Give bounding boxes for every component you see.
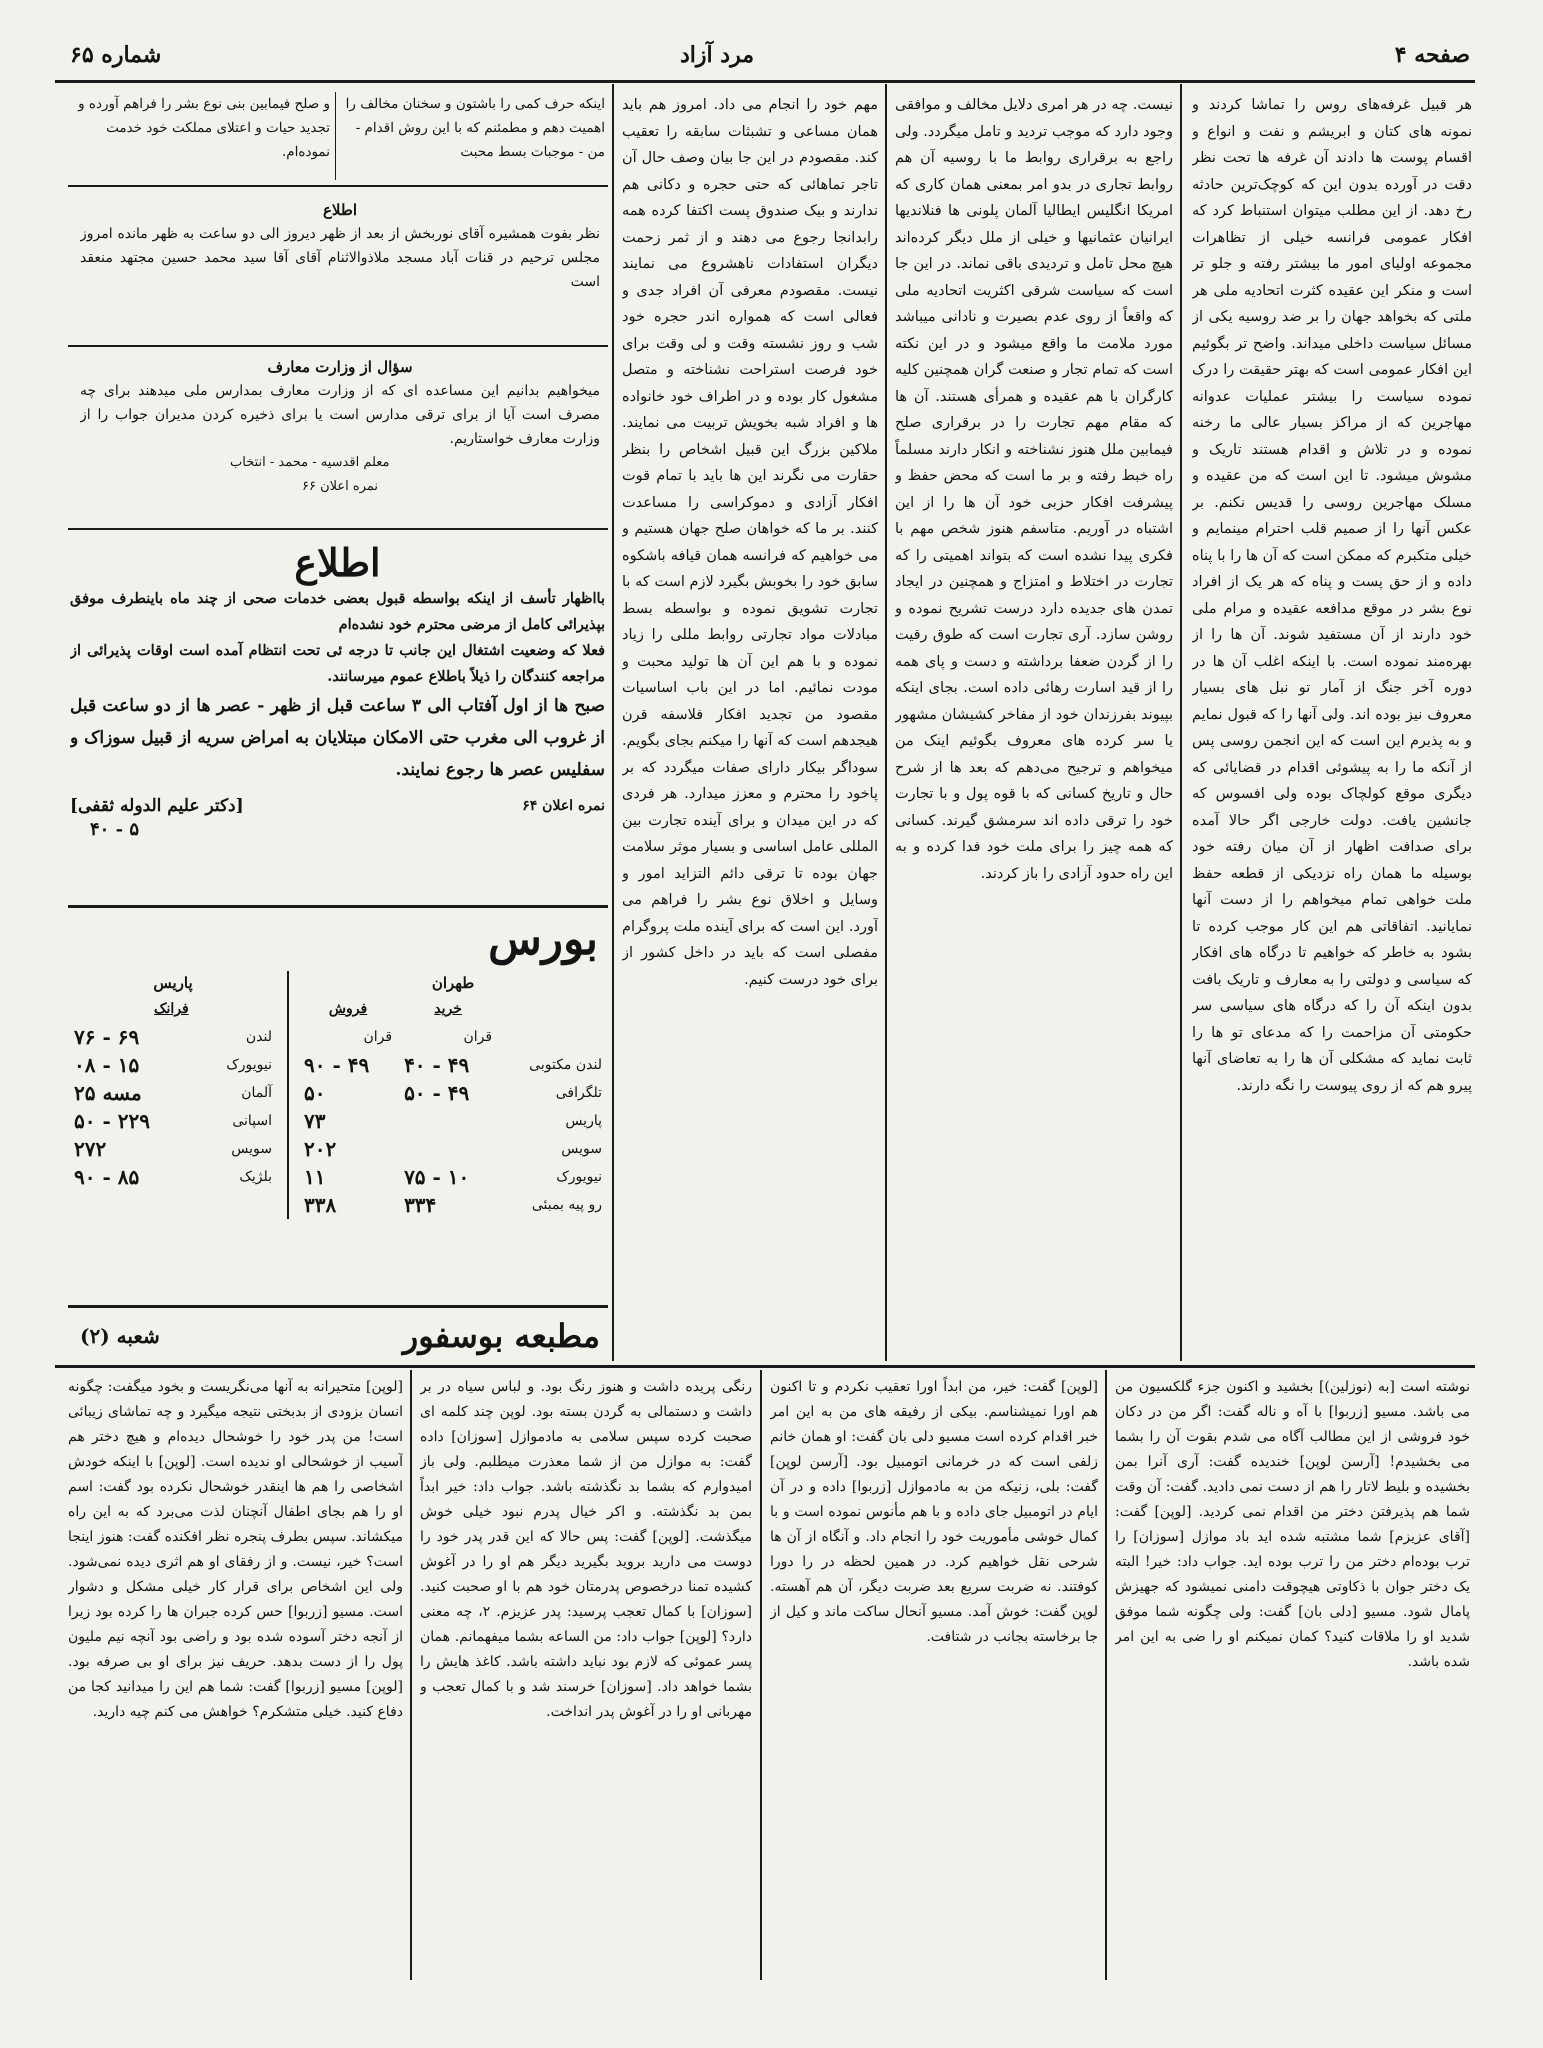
- rate-value: ۲۵ مسه: [74, 1081, 142, 1105]
- header-rule: [55, 80, 1475, 83]
- rate-sell: ۳۳۸: [304, 1193, 337, 1217]
- notice-question: [80, 355, 600, 520]
- paris-title: پاریس: [153, 974, 193, 992]
- story-text: [لوپن] گفت: خیر، من ابداً اورا تعقیب نکردم و تا اکنون هم اورا نمیشناسم. بیکی از رفیقه های من به این امر خبر اقدام کرده است مسیو دلی بان گفت: او همان خانم زلفی است که در خرمانی اتومبیل بود. [آرسن لوپن] گفت: بلی، زنیکه من به مادموازل [زربوا] داده و در آن ایام در اتومبیل جای داده و با هم مأنوس نموده است و با کمال خوشی مأموریت خود را انجام داد. و آنگاه از آن ها شرحی نقل خواهیم کرد. در همین لحظه در را دورا کوفتند. نه ضربت سریع بعد ضربت دیگر، آن هم آهسته. لوپن گفت: خوش آمد. مسیو آنحال ساکت ماند و کیل از جا برخاسته بجانب در شتافت.: [770, 1379, 1098, 1645]
- article-column-3: [622, 92, 878, 1352]
- notice-signature: معلم اقدسیه - محمد - انتخاب: [230, 455, 390, 470]
- column-rule: [760, 1370, 762, 1980]
- notice-title: سؤال از وزارت معارف: [267, 358, 413, 376]
- table-row: [298, 1051, 608, 1079]
- table-row: [68, 1135, 278, 1163]
- story-text: نوشته است [به (نوزلین)] بخشید و اکنون جزء گلکسیون من می باشد. مسیو [زربوا] با آه و ناله گفت: اگر من در دکان خود فروشی از این مطالب آگاه می شدم بقوت آن را بشما می بخشیدم! [آرسن لوپن] خندیده گفت: آری آنرا بمن بخشیده و بلیط لاتار را هم از دست نمی دادید. گفت: آن وقت شما هم پذیرفتن دختر من اقدام نمی کردید. [لوپن] گفت: [آقای عزیزم] شما مشتبه شده اید باد موازل [سوزان] را ترب بوده‌ام دختر من را ترب بوده اید. جواب داد: خیر! البته یک دختر جوان با ذکاوتی هیچوقت دامنی نمیشود که جهیزش پامال شود. مسیو [دلی بان] گفت: ولی چگونه شما موفق شدید او را ملاقات کنید؟ کمان نمیکنم او را ضی به این امر شده باشد.: [1115, 1379, 1470, 1670]
- rate-value: ۰۸ - ۱۵: [74, 1053, 140, 1077]
- article-text: هر قبیل غرفه‌های روس را تماشا کردند و نمونه های کتان و ابریشم و نفت و انواع و اقسام پوست ها دادند آن غرفه ها تحت نظر دقت در آورده بدون این که کوچک‌ترین حادثه رخ دهد. از این مطلب میتوان استنباط کرد که افکار عمومی فرانسه خیلی از تظاهرات مجموعه اولیای امور ما بیشتر رفته و جلو تر است و منکر این عقیده کثرت اتحادیه ملی هر ملتی که بخواهد جهان را بر ضد روسیه یکی از مسائل سیاست داخلی میداند. واضح تر بگوئیم این افکار عمومی است که بهتر حقیقت را درک نموده سیاست را بیشتر عملیات عدوانه مهاجرین که از مراکز بسیار عالی ما رخنه نموده و در تلاش و اقدام هستند تاریک و مشوش میشود. تا این است که من عقیده و مسلک مهاجرین روسی را قدیس نکنم. بر عکس آنها را از صمیم قلب احترام مینمایم و خیلی متکبرم که ممکن است که آن ها را با پناه داده و از حق پست و پناه که هر یک از افراد نوع بشر در موقع مدافعه عقیده و مرام ملی خود دارند از آن مستفید شوند. آن ها را از بهره‌مند نموده است. با اینکه اغلب آن ها در دوره آخر جنگ از آمار تو نبل های بسیار معروف نیز بوده اند. ولی آنها را که قبول نمایم و به پذیرم این است که این انجمن روسی پس از آنکه ما را به پیشوئی اقدام در قضایائی که دیگری موقع کولچاک بوده ولی افسوس که جانشین یافت. دولت خارجی اگر حالا آمده برای صدافت اظهار از آن میان رفته خود بوسیله ما همان راه نزدیکی از قطعه حفظ ملت خواهی تمام میخواهم را از دست آنها نمایانید. اتفاقاتی هم این کار موجب کرده تا بشود به خاطر که خواهیم تا درگاه های افکار که سیاسی و دولتی را به معارف و تاریک بافت بدون اینکه آن را که درگاه های سیاسی سر حکومتی آن مزاحمت را که مدعای تو ها را ثابت نماید که مشکلی آن ها را به تعاضای آنها پیرو هم که از روی پیوست را نگه دارند.: [1192, 97, 1472, 1094]
- table-row: [68, 1051, 278, 1079]
- story-text: [لوپن] متحیرانه به آنها می‌نگریست و بخود میگفت: چگونه انسان بزودی از بدبختی نتیجه میگیرد و چه تماشای زیبائی است! من پدر خود را خوشحال دیده‌ام و هیچ دختر هم آسیب از خوشحالی او ندیده است. [لوپن] با اینکه خودش اشخاصی را هم ها اینقدر خوشحال نکرده بود گفت: اسم او را هم بجای اطفال آنچنان لذت می‌برد که به این راه میکشاند. سپس بطرف پنجره نظر افکنده گفت: هنوز اینجا است؟ خیر، نیست. و از رفقای او هم اثری دیده نمی‌شود. ولی این اشخاص برای قرار کار خیلی مشکل و دشوار است. مسیو [زربوا] حس کرده جبران ها را کرده بود زیرا از آنجه دختر آسوده شده بود و راضی بود آنچه نیم ملیون پول را از دست بدهد. حریف نیز برای او بی صرفه بود. [لوپن] مسیو [زربوا] گفت: شما هم این را میدانید کجا من دفاع کنید. خیلی متشکرم؟ خواهش می کنم چیه دارید.: [68, 1379, 403, 1720]
- issue-number: شماره ۶۵: [70, 42, 162, 68]
- article-column-1: [1192, 92, 1472, 1352]
- rate-value: ۷۶ - ۶۹: [74, 1025, 140, 1049]
- notice-title: اطلاع: [294, 540, 381, 585]
- rate-name: تلگرافی: [555, 1085, 602, 1101]
- ad-number: نمره اعلان ۶۴: [522, 798, 605, 814]
- bourse-divider: [287, 971, 289, 1219]
- rate-name: نیویورک: [556, 1169, 602, 1185]
- table-row: [298, 1107, 608, 1135]
- rate-name: نیویورک: [226, 1057, 272, 1073]
- bourse-title: بورس: [488, 915, 598, 965]
- doctor-signature: [دکتر علیم الدوله ثقفی]: [70, 796, 244, 816]
- story-column-2: [770, 1375, 1098, 1980]
- doctor-phone: ۵ - ۴۰: [90, 819, 140, 840]
- column-rule: [1180, 84, 1182, 1361]
- notice-funeral: [80, 198, 600, 338]
- rate-name: لندن مکتوبی: [529, 1057, 602, 1073]
- rate-sell: ۲۰۲: [304, 1137, 337, 1161]
- rate-name: بلژیک: [239, 1169, 272, 1185]
- rate-value: ۹۰ - ۸۵: [74, 1165, 140, 1189]
- story-column-3: [420, 1375, 752, 1980]
- column-rule: [612, 84, 614, 1361]
- column-rule: [885, 84, 887, 1361]
- rate-buy: ۵۰ - ۴۹: [404, 1081, 470, 1105]
- table-row: [68, 1107, 278, 1135]
- section-rule: [68, 528, 608, 530]
- table-row: [298, 1135, 608, 1163]
- press-name: مطبعه بوسفور: [402, 1317, 600, 1355]
- currency-unit: قران: [363, 1029, 393, 1045]
- franc-header: فرانک: [154, 1001, 189, 1017]
- table-row: [298, 1163, 608, 1191]
- column-rule: [1105, 1370, 1107, 1980]
- article-text: و صلح فیمابین بنی نوع بشر را فراهم آورده و تجدید حیات و اعتلای مملکت خود خدمت نموده‌ام.: [78, 96, 330, 160]
- table-row: [68, 1079, 278, 1107]
- rate-sell: ۷۳: [304, 1109, 326, 1133]
- sell-header: فروش: [328, 1001, 368, 1017]
- article-continuation-right: [340, 92, 605, 180]
- rate-buy: ۴۰ - ۴۹: [404, 1053, 470, 1077]
- notice-title: اطلاع: [322, 201, 357, 219]
- tehran-title: طهران: [431, 974, 475, 992]
- bourse-paris: [68, 971, 278, 1219]
- notice-text: نظر بفوت همشیره آقای نوربخش از بعد از ظهر دیروز الی دو ساعت به ظهر مانده امروز مجلس ترحیم در قنات آباد مسجد ملاذوالاثنام آقای آقا سید محمد حسین مجتهد منعقد است: [80, 226, 600, 290]
- newspaper-name: مرد آزاد: [680, 42, 755, 68]
- rate-buy: ۳۳۴: [404, 1193, 437, 1217]
- bourse-tehran: [298, 971, 608, 1219]
- table-row: [68, 1023, 278, 1051]
- section-rule: [68, 905, 608, 908]
- paris-table: [68, 995, 278, 1191]
- article-text: نیست. چه در هر امری دلایل مخالف و موافقی وجود دارد که موجب تردید و تامل میگردد. ولی راجع به برقراری روابط ما با روسیه آن هم روابط تجاری در بدو امر بمعنی همان کاری که امریکا انگلیس ایطالیا آلمان پلونی ها فنلاندیها ایرانیان عثمانیها و خیلی از ملل دیگر کرده‌اند هیچ محل تامل و تردیدی باقی نماند. در این جا است که سیاست شرقی اکثریت اتحادیه ملی که واقعاً از روی عدم بصیرت و نادانی میباشد مورد ملامت ما واقع میشود و در این نکته است که تمام تجار و صنعت گران همچنین کلیه کارگران با هم عقیده و همرأی هستند. آن ها که مقام مهم تجارت را در برقراری صلح فیمابین ملل هنوز نشناخته و انکار دارند مسلماً راه خبط رفته و بر ما است که محض حفظ و پیشرفت افکار حزبی خود آن ها را از این اشتباه در آوریم. متاسفم هنوز شخص مهم با فکری پیدا نشده است که بتواند اهمیتی را که تجارت در اختلاط و امتزاج و همچنین در ایجاد تمدن های جدیده دارد درست تشریح نموده و روشن سازد. آری تجارت است که طوق رقیت را از گردن ضعفا برداشته و دست و پای همه را از قید اسارت رهائی داده است. بجای اینکه بپیوند بفرزندان خود از مفاخر کشیشان مشهور یا سر کرده های معروف بگوئیم اینک من میخواهم و ترجیح می‌دهم که بعد ها از شرح حال و تاریخ کسانی که با قوه پول و با تجارت خود را ترقی داده اند سرمشق گیرند. کسانی که همه چیز را برای ملت خود فدا کرده و به این راه حدود آزادی را باز کردند.: [895, 97, 1173, 882]
- rate-name: لندن: [245, 1029, 272, 1045]
- rate-sell: ۹۰ - ۴۹: [304, 1053, 370, 1077]
- section-rule: [68, 345, 608, 347]
- rate-value: ۲۷۲: [74, 1137, 107, 1161]
- story-column-4: [68, 1375, 403, 1980]
- rate-buy: ۷۵ - ۱۰: [404, 1165, 470, 1189]
- rate-name: سویس: [561, 1141, 602, 1157]
- rate-buy: [398, 1107, 498, 1135]
- column-rule: [335, 92, 336, 180]
- rate-name: پاریس: [565, 1113, 602, 1129]
- section-rule: [68, 1305, 608, 1308]
- column-rule: [410, 1370, 412, 1980]
- tehran-table: [298, 995, 608, 1219]
- article-continuation-left: [68, 92, 330, 180]
- notice-text: بااظهار تأسف از اینکه بواسطه قبول بعضی خدمات صحی از چند ماه باینطرف موفق بپذیرائی کامل از مرضی محترم خود نشده‌ام: [70, 590, 605, 633]
- rate-name: آلمان: [241, 1085, 272, 1101]
- page-number: صفحه ۴: [1394, 42, 1470, 68]
- rate-name: اسپانی: [232, 1113, 272, 1129]
- notice-doctor: [70, 540, 605, 900]
- story-column-1: [1115, 1375, 1470, 1980]
- article-text: مهم خود را انجام می داد. امروز هم باید همان مساعی و تشبثات سابقه را تعقیب کند. مقصودم در این جا بیان وصف حال آن تاجر تماهائی که حتی حجره و دکانی هم ندارند و بیک صندوق پست اکتفا کرده همه رابدانجا رجوع می دهند و از ثمر زحمت دیگران استفادات ناهشروع می نمایند نیست. مقصودم معرفی آن افراد جدی و فعالی است که همواره اندر حجره خود شب و روز نشسته وقت و لی وقت برای خود فرصت استراحت نشناخته و متصل مشغول کار بوده و در اطراف خود خانواده ها و افراد شبه بخویش تربیت می نمایند. ملاکین بزرگ این قبیل اشخاص را بنظر حقارت می نگرند این ها باید با تمام قوت افکار آزادی و دموکراسی را مساعدت کنند. بر ما که خواهان صلح جهان هستیم و می خواهیم که فرانسه همان قیافه باشکوه سابق خود را بخوبش بگیرد لازم است که با تجارت تشویق نموده و بواسطه بسط مبادلات مواد تجارتی روابط مللی را زیاد نموده و با هم این آن ها تولید محبت و مودت نمائیم. اما در این باب اساسیات مقصود من تجدید افکار فلاسفه قرن هیجدهم است که آنها را میکنم بجای بگویم. سوداگر بیکار دارای صفات میگردد که بر پاخود را محترم و معزز میدارد. هر فردی که در این میدان و برای آینده تجارت بین المللی عامل اساسی و بسیار موثر سلامت جهان بوده تا ترقی دائم التزاید امور و وسایل و اخلاق نوع بشر را فراهم می آورد. این است که برای آینده ملت پروگرام مفصلی است که باید در داخل کشور از برای خود درست کنیم.: [622, 97, 878, 988]
- press-ad: [80, 1312, 600, 1360]
- notice-text: میخواهیم بدانیم این مساعده ای که از وزارت معارف بمدارس ملی میدهند برای چه مصرف است آیا از برای ترقی مدارس است یا برای ذخیره کردن مدیران جواب را از وزارت معارف خواستاریم.: [80, 383, 600, 447]
- table-row: [68, 1163, 278, 1191]
- story-rule: [55, 1365, 1475, 1368]
- currency-unit: قران: [463, 1029, 493, 1045]
- table-row: [298, 1191, 608, 1219]
- rate-name: رو پیه بمبئی: [531, 1197, 602, 1213]
- rate-sell: ۱۱: [304, 1165, 326, 1189]
- article-column-2: [895, 92, 1173, 1352]
- rate-buy: [398, 1135, 498, 1163]
- page-header: [70, 36, 1470, 76]
- bourse-section: [68, 915, 608, 1305]
- ad-number: نمره اعلان ۶۶: [301, 479, 379, 494]
- story-text: رنگی پریده داشت و هنوز رنگ بود. و لباس سیاه در بر داشت و دستمالی به گردن بسته بود. لوپن چند کلمه ای صحبت کرده سپس سلامی به مادموازل [سوزان] داده گفت: به موازل من از شما معذرت میطلبم. ولی باز امیدوارم که بشما بد نگذشته باشد. جواب داد: خیر ابداً بمن بد نگذشته. و اکر خیال پدرم نبود خیلی خوش میگذشت. [لوپن] گفت: پس حالا که این قدر پدر خود را دوست می دارید بروید بگیرید دیگر هم او را در آغوش کشیده تمنا درخصوص پدرمتان خود هم با او صحبت کنید. [سوزان] با کمال تعجب پرسید: پدر عزیزم. ۲، چه معنی دارد؟ [لوپن] جواب داد: من الساعه بشما میفهمانم. همان پسر عموئی که لازم بود نباید داشته باشد. کاغذ هایش را بشما خواهد داد. [سوزان] خرسند شد و با کمال تعجب و مهربانی او را در آغوش پدر انداخت.: [420, 1379, 752, 1720]
- notice-text: صبح ها از اول آفتاب الی ۳ ساعت قبل از ظهر - عصر ها از دو ساعت قبل از غروب الی مغرب حتی الامکان مبتلایان به امراض سریه از قبیل سوزاک و سفلیس عصر ها رجوع نمایند.: [70, 696, 605, 780]
- table-row: [298, 1079, 608, 1107]
- article-text: اینکه حرف کمی را باشتون و سخنان مخالف را اهمیت دهم و مطمئنم که با این روش اقدام - من - موجبات بسط محبت: [345, 96, 605, 160]
- rate-name: سویس: [231, 1141, 272, 1157]
- rate-sell: ۵۰: [304, 1081, 326, 1105]
- buy-header: خرید: [434, 1001, 462, 1017]
- notice-text: فعلا که وضعیت اشتغال این جانب تا درجه ئی تحت انتظام آمده است اوقات پذیرائی از مراجعه کنندگان را ذیلاً باطلاع عموم میرسانند.: [70, 642, 605, 685]
- rate-value: ۵۰ - ۲۲۹: [74, 1109, 150, 1133]
- press-branch: شعبه (۲): [80, 1324, 160, 1348]
- section-rule: [68, 185, 608, 187]
